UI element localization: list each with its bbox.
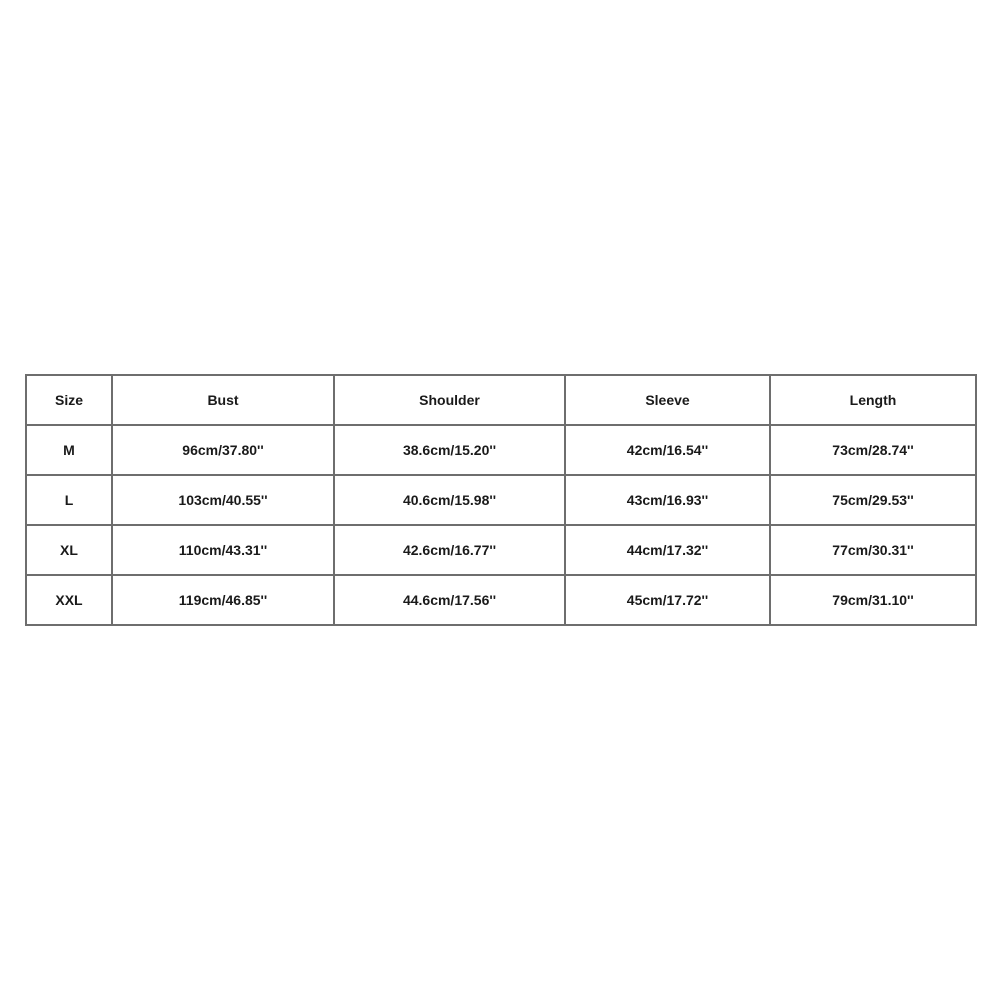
cell-shoulder: 40.6cm/15.98'' — [334, 475, 565, 525]
cell-shoulder: 44.6cm/17.56'' — [334, 575, 565, 625]
cell-size: XXL — [26, 575, 112, 625]
header-shoulder: Shoulder — [334, 375, 565, 425]
header-size: Size — [26, 375, 112, 425]
cell-bust: 119cm/46.85'' — [112, 575, 334, 625]
header-bust: Bust — [112, 375, 334, 425]
cell-size: M — [26, 425, 112, 475]
cell-sleeve: 45cm/17.72'' — [565, 575, 770, 625]
cell-bust: 103cm/40.55'' — [112, 475, 334, 525]
header-length: Length — [770, 375, 976, 425]
table-row — [26, 475, 976, 525]
cell-sleeve: 44cm/17.32'' — [565, 525, 770, 575]
table-row — [26, 575, 976, 625]
cell-sleeve: 43cm/16.93'' — [565, 475, 770, 525]
cell-bust: 110cm/43.31'' — [112, 525, 334, 575]
table-row — [26, 425, 976, 475]
cell-sleeve: 42cm/16.54'' — [565, 425, 770, 475]
cell-size: XL — [26, 525, 112, 575]
cell-size: L — [26, 475, 112, 525]
size-chart-table — [25, 374, 977, 626]
cell-bust: 96cm/37.80'' — [112, 425, 334, 475]
cell-shoulder: 42.6cm/16.77'' — [334, 525, 565, 575]
cell-length: 77cm/30.31'' — [770, 525, 976, 575]
cell-shoulder: 38.6cm/15.20'' — [334, 425, 565, 475]
table-row — [26, 525, 976, 575]
cell-length: 73cm/28.74'' — [770, 425, 976, 475]
cell-length: 79cm/31.10'' — [770, 575, 976, 625]
cell-length: 75cm/29.53'' — [770, 475, 976, 525]
table-header-row — [26, 375, 976, 425]
header-sleeve: Sleeve — [565, 375, 770, 425]
